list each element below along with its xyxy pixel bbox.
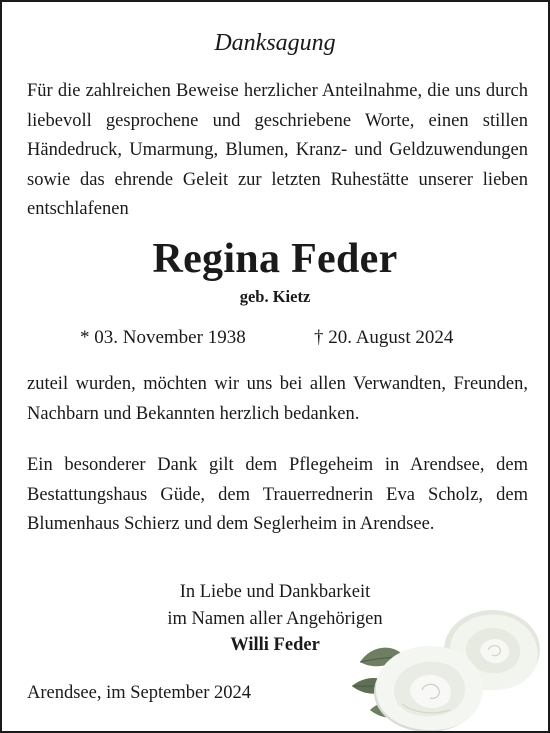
notice-heading: Danksagung	[214, 30, 336, 56]
closing-line-family: im Namen aller Angehörigen	[167, 608, 383, 629]
death-date: † 20. August 2024	[314, 327, 454, 348]
birth-date: * 03. November 1938	[80, 327, 246, 348]
closing-line-love: In Liebe und Dankbarkeit	[179, 582, 371, 602]
thanks-paragraph: zuteil wurden, möchten wir uns bei allen Verwandten, Freunden, Nachbarn und Bekannten herzlich bedanken.	[27, 374, 528, 424]
place-and-date: Arendsee, im September 2024	[27, 683, 251, 703]
white-roses-icon	[342, 600, 548, 733]
maiden-name: geb. Kietz	[239, 287, 311, 306]
intro-paragraph: Für die zahlreichen Beweise herzlicher Anteilnahme, die uns durch liebevoll gesprochene und geschriebene Worte, einen stillen Händedruck, Umarmung, Blumen, Kranz- und Geldzuwendungen sowie das ehrende Geleit zur letzten Ruhestätte unserer lieben entschlafenen	[27, 81, 528, 219]
signer-name: Willi Feder	[230, 635, 320, 655]
deceased-name: Regina Feder	[152, 236, 398, 282]
special-thanks-paragraph: Ein besonderer Dank gilt dem Pflegeheim in Arendsee, dem Bestattungshaus Güde, dem Trauerrednerin Eva Scholz, dem Blumenhaus Schierz und dem Seglerheim in Arendsee.	[27, 455, 528, 534]
